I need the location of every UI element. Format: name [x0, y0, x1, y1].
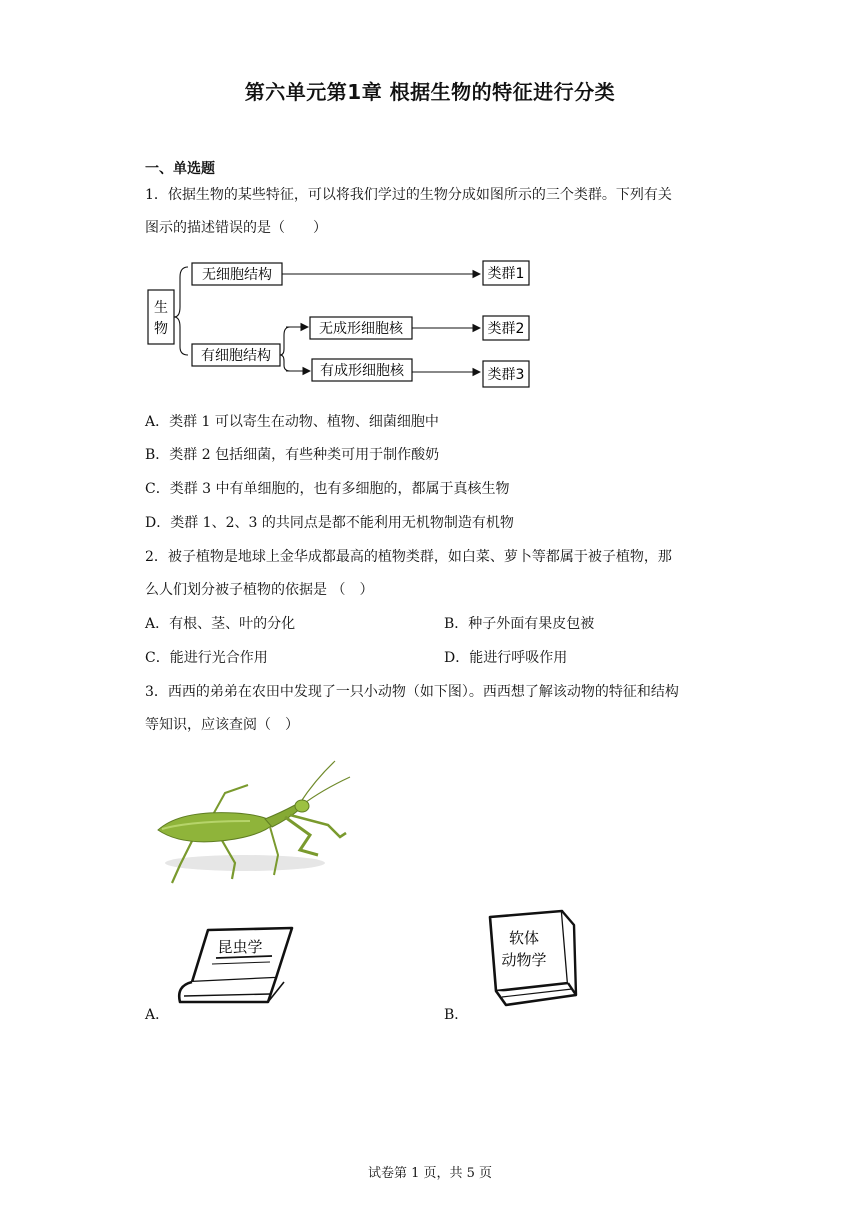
- no-nucleus-label: 无成形细胞核: [319, 321, 403, 337]
- group2-label: 类群2: [487, 321, 525, 337]
- page-title: 第六单元第1章 根据生物的特征进行分类: [244, 80, 616, 104]
- q1-option-b: B．类群 2 包括细菌，有些种类可用于制作酸奶: [145, 447, 440, 463]
- q2-option-b: B．种子外面有果皮包被: [444, 616, 595, 632]
- q2-option-c: C．能进行光合作用: [145, 650, 268, 666]
- mantis-image: [150, 755, 360, 890]
- q2-stem-line2: 么人们划分被子植物的依据是 （ ）: [145, 582, 374, 598]
- q1-option-c: C．类群 3 中有单细胞的，也有多细胞的，都属于真核生物: [145, 481, 510, 497]
- q3-option-b-label: B．: [444, 1007, 469, 1023]
- book-b-title-1: 软体: [508, 929, 540, 947]
- page-footer: 试卷第 1 页，共 5 页: [367, 1166, 493, 1181]
- q3-stem-line2: 等知识，应该查阅（ ）: [145, 717, 299, 733]
- root-label-2: 物: [154, 321, 168, 337]
- group3-label: 类群3: [487, 367, 525, 383]
- q1-option-d: D．类群 1、2、3 的共同点是都不能利用无机物制造有机物: [145, 515, 514, 531]
- q1-option-a: A．类群 1 可以寄生在动物、植物、细菌细胞中: [145, 414, 439, 430]
- q3-stem-line1: 3．西西的弟弟在农田中发现了一只小动物（如下图）。西西想了解该动物的特征和结构: [145, 684, 679, 700]
- root-brace: [174, 267, 188, 355]
- group1-label: 类群1: [487, 266, 525, 282]
- q1-stem-line1: 1．依据生物的某些特征，可以将我们学过的生物分成如图所示的三个类群。下列有关: [145, 187, 672, 203]
- cell-brace: [280, 327, 290, 371]
- has-nucleus-label: 有成形细胞核: [320, 363, 404, 379]
- root-label-1: 生: [154, 300, 168, 316]
- book-a-title: 昆虫学: [217, 938, 263, 956]
- q2-option-a: A．有根、茎、叶的分化: [145, 616, 296, 632]
- no-cell-label: 无细胞结构: [202, 267, 272, 283]
- section-heading: 一、单选题: [145, 161, 215, 177]
- q2-option-d: D．能进行呼吸作用: [444, 650, 568, 666]
- book-b-title-2: 动物学: [501, 951, 547, 969]
- q2-stem-line1: 2．被子植物是地球上金华成都最高的植物类群，如白菜、萝卜等都属于被子植物，那: [145, 549, 672, 565]
- book-insects-image: [172, 922, 296, 1014]
- classification-diagram: [140, 255, 540, 395]
- q1-stem-line2: 图示的描述错误的是（ ）: [145, 220, 327, 236]
- has-cell-label: 有细胞结构: [201, 348, 271, 364]
- book-mollusc-image: [472, 905, 582, 1013]
- q3-option-a-label: A．: [145, 1007, 170, 1023]
